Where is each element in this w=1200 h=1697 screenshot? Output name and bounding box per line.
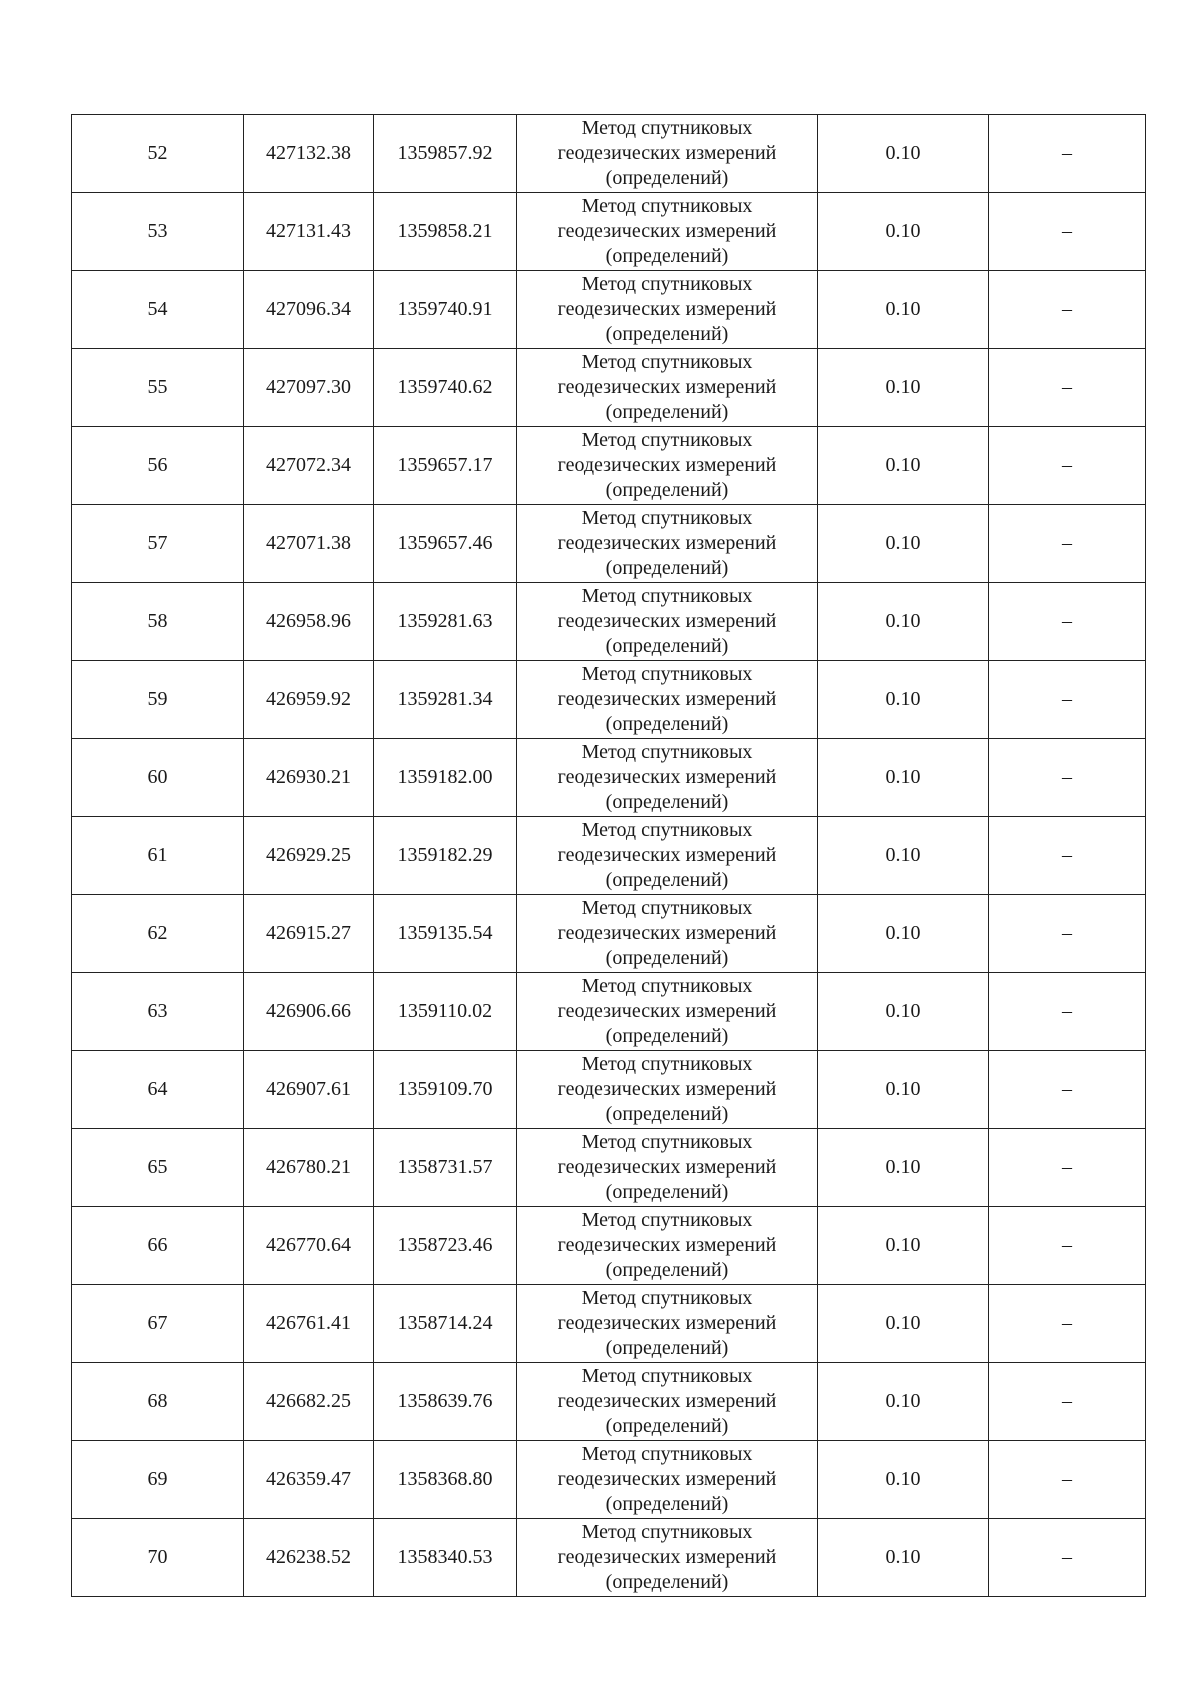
coordinate-x-cell: 426359.47	[244, 1441, 374, 1519]
coordinate-y-cell: 1359182.00	[374, 739, 517, 817]
accuracy-cell: 0.10	[818, 739, 989, 817]
coordinate-x-cell: 426959.92	[244, 661, 374, 739]
table-row	[72, 739, 1146, 817]
coordinate-x-cell: 427131.43	[244, 193, 374, 271]
method-line: Метод спутниковых	[581, 507, 753, 529]
method-line: геодезических измерений	[557, 220, 777, 242]
method-line: (определений)	[605, 1259, 729, 1281]
method-cell	[517, 193, 818, 271]
coordinate-x-cell: 426238.52	[244, 1519, 374, 1597]
coordinate-y-cell: 1359858.21	[374, 193, 517, 271]
accuracy-cell: 0.10	[818, 1285, 989, 1363]
method-line: геодезических измерений	[557, 610, 777, 632]
method-line: Метод спутниковых	[581, 819, 753, 841]
coordinate-x-cell: 427072.34	[244, 427, 374, 505]
method-cell	[517, 427, 818, 505]
method-line: геодезических измерений	[557, 1390, 777, 1412]
accuracy-cell: 0.10	[818, 1207, 989, 1285]
coordinates-table-body	[72, 115, 1146, 1597]
coordinate-y-cell: 1359857.92	[374, 115, 517, 193]
coordinate-y-cell: 1358731.57	[374, 1129, 517, 1207]
point-number-cell: 52	[72, 115, 244, 193]
coordinate-y-cell: 1359281.63	[374, 583, 517, 661]
coordinate-y-cell: 1359657.46	[374, 505, 517, 583]
note-cell: –	[989, 271, 1146, 349]
coordinate-x-cell: 426761.41	[244, 1285, 374, 1363]
point-number-cell: 55	[72, 349, 244, 427]
accuracy-cell: 0.10	[818, 505, 989, 583]
note-cell: –	[989, 1363, 1146, 1441]
method-line: (определений)	[605, 1493, 729, 1515]
table-row	[72, 1129, 1146, 1207]
table-row	[72, 427, 1146, 505]
point-number-cell: 63	[72, 973, 244, 1051]
coordinate-y-cell: 1359740.91	[374, 271, 517, 349]
method-cell	[517, 661, 818, 739]
coordinate-x-cell: 427071.38	[244, 505, 374, 583]
method-line: Метод спутниковых	[581, 117, 753, 139]
coordinate-y-cell: 1358639.76	[374, 1363, 517, 1441]
method-line: (определений)	[605, 245, 729, 267]
method-cell	[517, 739, 818, 817]
method-line: Метод спутниковых	[581, 351, 753, 373]
coordinate-x-cell: 426930.21	[244, 739, 374, 817]
point-number-cell: 65	[72, 1129, 244, 1207]
coordinate-x-cell: 426906.66	[244, 973, 374, 1051]
accuracy-cell: 0.10	[818, 1363, 989, 1441]
method-cell	[517, 1285, 818, 1363]
method-line: геодезических измерений	[557, 922, 777, 944]
point-number-cell: 70	[72, 1519, 244, 1597]
method-line: Метод спутниковых	[581, 1443, 753, 1465]
method-cell	[517, 583, 818, 661]
point-number-cell: 68	[72, 1363, 244, 1441]
method-line: (определений)	[605, 1337, 729, 1359]
method-cell	[517, 817, 818, 895]
accuracy-cell: 0.10	[818, 271, 989, 349]
method-line: геодезических измерений	[557, 1234, 777, 1256]
point-number-cell: 69	[72, 1441, 244, 1519]
note-cell: –	[989, 583, 1146, 661]
method-line: (определений)	[605, 947, 729, 969]
table-row	[72, 1051, 1146, 1129]
table-row	[72, 115, 1146, 193]
note-cell: –	[989, 1285, 1146, 1363]
method-line: (определений)	[605, 479, 729, 501]
method-cell	[517, 1051, 818, 1129]
method-cell	[517, 1363, 818, 1441]
method-line: (определений)	[605, 869, 729, 891]
method-cell	[517, 271, 818, 349]
method-line: (определений)	[605, 713, 729, 735]
table-row	[72, 895, 1146, 973]
note-cell: –	[989, 973, 1146, 1051]
note-cell: –	[989, 427, 1146, 505]
method-line: (определений)	[605, 1025, 729, 1047]
note-cell: –	[989, 193, 1146, 271]
accuracy-cell: 0.10	[818, 895, 989, 973]
accuracy-cell: 0.10	[818, 349, 989, 427]
accuracy-cell: 0.10	[818, 427, 989, 505]
note-cell: –	[989, 1129, 1146, 1207]
method-cell	[517, 505, 818, 583]
accuracy-cell: 0.10	[818, 817, 989, 895]
accuracy-cell: 0.10	[818, 193, 989, 271]
table-row	[72, 817, 1146, 895]
coordinate-y-cell: 1358714.24	[374, 1285, 517, 1363]
method-line: Метод спутниковых	[581, 897, 753, 919]
coordinate-x-cell: 426907.61	[244, 1051, 374, 1129]
accuracy-cell: 0.10	[818, 1051, 989, 1129]
note-cell: –	[989, 895, 1146, 973]
coordinate-x-cell: 427132.38	[244, 115, 374, 193]
method-line: (определений)	[605, 791, 729, 813]
method-line: (определений)	[605, 323, 729, 345]
table-row	[72, 505, 1146, 583]
coordinate-y-cell: 1359281.34	[374, 661, 517, 739]
method-line: геодезических измерений	[557, 142, 777, 164]
method-cell	[517, 895, 818, 973]
coordinate-y-cell: 1358340.53	[374, 1519, 517, 1597]
coordinate-x-cell: 427096.34	[244, 271, 374, 349]
table-row	[72, 1363, 1146, 1441]
method-line: геодезических измерений	[557, 688, 777, 710]
coordinate-y-cell: 1359135.54	[374, 895, 517, 973]
method-line: геодезических измерений	[557, 454, 777, 476]
method-line: (определений)	[605, 401, 729, 423]
note-cell: –	[989, 739, 1146, 817]
table-row	[72, 583, 1146, 661]
coordinate-x-cell: 427097.30	[244, 349, 374, 427]
method-line: Метод спутниковых	[581, 1287, 753, 1309]
method-line: геодезических измерений	[557, 844, 777, 866]
method-line: Метод спутниковых	[581, 1053, 753, 1075]
method-line: (определений)	[605, 167, 729, 189]
note-cell: –	[989, 115, 1146, 193]
point-number-cell: 66	[72, 1207, 244, 1285]
coordinate-x-cell: 426929.25	[244, 817, 374, 895]
method-line: геодезических измерений	[557, 1078, 777, 1100]
point-number-cell: 61	[72, 817, 244, 895]
accuracy-cell: 0.10	[818, 661, 989, 739]
method-line: Метод спутниковых	[581, 663, 753, 685]
note-cell: –	[989, 1051, 1146, 1129]
method-line: геодезических измерений	[557, 298, 777, 320]
table-row	[72, 271, 1146, 349]
method-line: геодезических измерений	[557, 376, 777, 398]
accuracy-cell: 0.10	[818, 115, 989, 193]
table-row	[72, 349, 1146, 427]
method-line: Метод спутниковых	[581, 1209, 753, 1231]
method-line: (определений)	[605, 1181, 729, 1203]
method-line: геодезических измерений	[557, 1156, 777, 1178]
note-cell: –	[989, 661, 1146, 739]
method-cell	[517, 1441, 818, 1519]
accuracy-cell: 0.10	[818, 1441, 989, 1519]
method-line: Метод спутниковых	[581, 195, 753, 217]
method-line: (определений)	[605, 1103, 729, 1125]
accuracy-cell: 0.10	[818, 583, 989, 661]
method-cell	[517, 115, 818, 193]
method-cell	[517, 1129, 818, 1207]
table-row	[72, 1285, 1146, 1363]
method-line: Метод спутниковых	[581, 1131, 753, 1153]
method-line: геодезических измерений	[557, 1546, 777, 1568]
method-line: Метод спутниковых	[581, 1521, 753, 1543]
coordinate-y-cell: 1359740.62	[374, 349, 517, 427]
point-number-cell: 59	[72, 661, 244, 739]
method-line: (определений)	[605, 557, 729, 579]
table-row	[72, 1519, 1146, 1597]
method-line: Метод спутниковых	[581, 585, 753, 607]
point-number-cell: 64	[72, 1051, 244, 1129]
method-line: (определений)	[605, 635, 729, 657]
coordinate-y-cell: 1359109.70	[374, 1051, 517, 1129]
point-number-cell: 53	[72, 193, 244, 271]
method-line: Метод спутниковых	[581, 975, 753, 997]
coordinate-y-cell: 1358723.46	[374, 1207, 517, 1285]
method-line: (определений)	[605, 1571, 729, 1593]
coordinate-x-cell: 426780.21	[244, 1129, 374, 1207]
accuracy-cell: 0.10	[818, 1519, 989, 1597]
point-number-cell: 58	[72, 583, 244, 661]
note-cell: –	[989, 1441, 1146, 1519]
method-cell	[517, 1207, 818, 1285]
method-cell	[517, 349, 818, 427]
coordinate-x-cell: 426770.64	[244, 1207, 374, 1285]
note-cell: –	[989, 505, 1146, 583]
accuracy-cell: 0.10	[818, 973, 989, 1051]
method-line: геодезических измерений	[557, 1468, 777, 1490]
method-line: Метод спутниковых	[581, 1365, 753, 1387]
coordinate-x-cell: 426915.27	[244, 895, 374, 973]
coordinates-table	[71, 114, 1146, 1597]
method-cell	[517, 973, 818, 1051]
note-cell: –	[989, 1207, 1146, 1285]
method-line: геодезических измерений	[557, 1312, 777, 1334]
coordinate-y-cell: 1359657.17	[374, 427, 517, 505]
note-cell: –	[989, 349, 1146, 427]
table-row	[72, 973, 1146, 1051]
method-line: (определений)	[605, 1415, 729, 1437]
table-row	[72, 1441, 1146, 1519]
coordinate-x-cell: 426958.96	[244, 583, 374, 661]
method-line: геодезических измерений	[557, 1000, 777, 1022]
table-row	[72, 1207, 1146, 1285]
point-number-cell: 56	[72, 427, 244, 505]
point-number-cell: 67	[72, 1285, 244, 1363]
coordinate-x-cell: 426682.25	[244, 1363, 374, 1441]
coordinate-y-cell: 1358368.80	[374, 1441, 517, 1519]
method-line: Метод спутниковых	[581, 273, 753, 295]
method-line: геодезических измерений	[557, 766, 777, 788]
note-cell: –	[989, 817, 1146, 895]
point-number-cell: 62	[72, 895, 244, 973]
point-number-cell: 57	[72, 505, 244, 583]
table-row	[72, 661, 1146, 739]
point-number-cell: 54	[72, 271, 244, 349]
coordinate-y-cell: 1359182.29	[374, 817, 517, 895]
accuracy-cell: 0.10	[818, 1129, 989, 1207]
coordinate-y-cell: 1359110.02	[374, 973, 517, 1051]
point-number-cell: 60	[72, 739, 244, 817]
method-cell	[517, 1519, 818, 1597]
note-cell: –	[989, 1519, 1146, 1597]
table-row	[72, 193, 1146, 271]
method-line: геодезических измерений	[557, 532, 777, 554]
method-line: Метод спутниковых	[581, 429, 753, 451]
method-line: Метод спутниковых	[581, 741, 753, 763]
